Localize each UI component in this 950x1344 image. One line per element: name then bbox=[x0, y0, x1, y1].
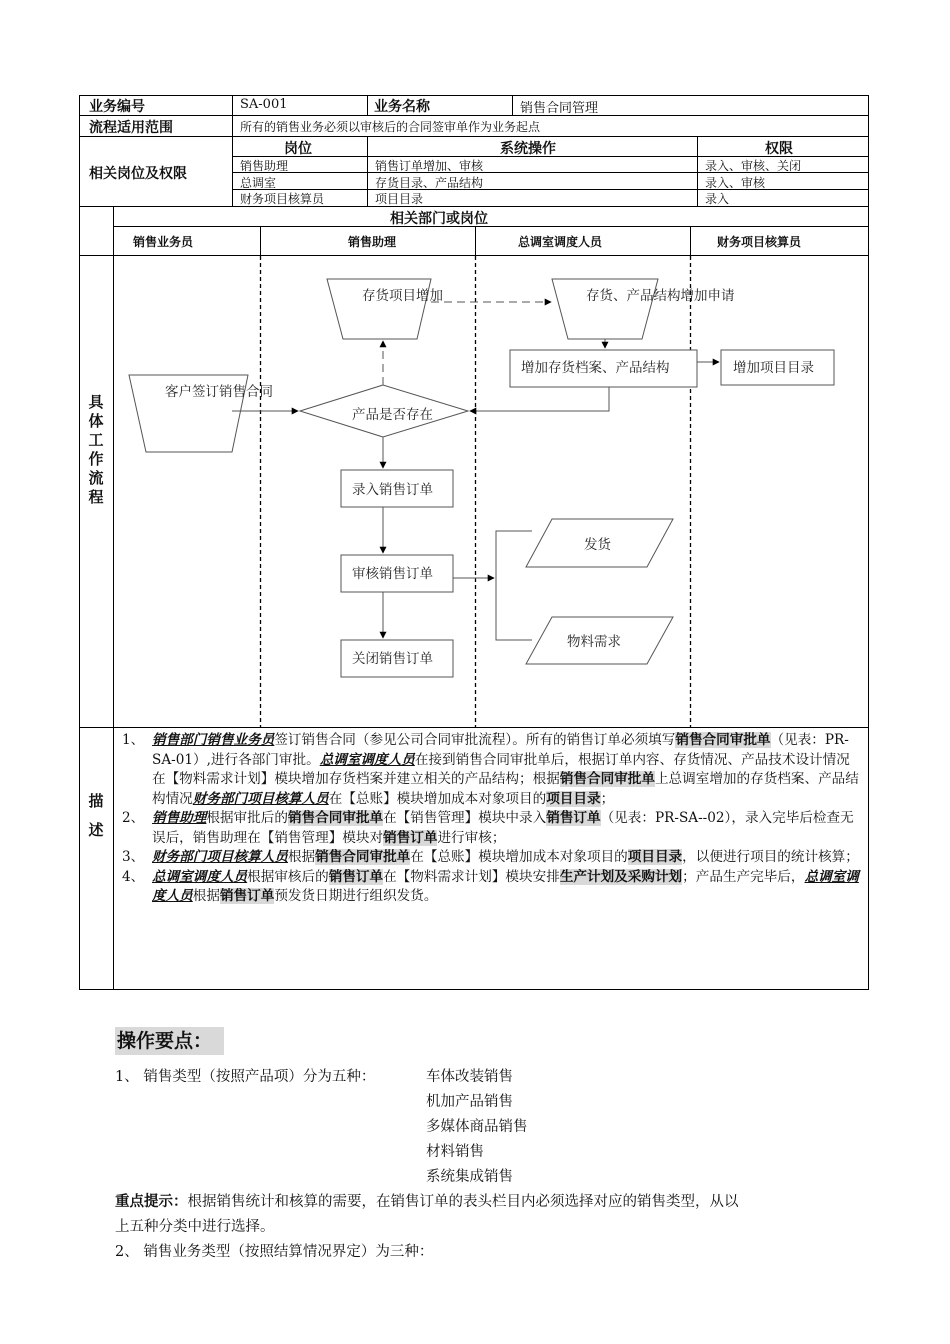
description-list bbox=[114, 731, 862, 907]
description-item bbox=[114, 868, 862, 907]
lane-header: 总调室调度人员 bbox=[518, 235, 603, 249]
desc-side-label-2: 述 bbox=[88, 821, 104, 839]
col-post: 岗位 bbox=[284, 141, 312, 157]
biz-name-value: 销售合同管理 bbox=[520, 101, 599, 116]
role-emphasis: 财务部门项目核算人员 bbox=[152, 849, 288, 865]
document-emphasis: 销售订单 bbox=[328, 868, 384, 885]
tip-label: 重点提示： bbox=[115, 1194, 188, 1210]
tip-text: 根据销售统计和核算的需要，在销售订单的表头栏目内必须选择对应的销售类型，从以 bbox=[187, 1194, 739, 1210]
node-close-order: 关闭销售订单 bbox=[352, 651, 433, 667]
description-item bbox=[114, 731, 862, 809]
node-enter-order: 录入销售订单 bbox=[352, 482, 433, 498]
role-perm: 录入 bbox=[705, 192, 730, 206]
document-emphasis: 项目目录 bbox=[627, 849, 683, 865]
description-text: 预发货日期进行组织发货。 bbox=[274, 888, 438, 904]
description-text: （见表：PR-SA--02），录入完毕后检查无误后，销售助理在【销售管理】模块对 bbox=[152, 810, 854, 846]
document-emphasis: 生产计划及采购计划 bbox=[559, 868, 683, 885]
description-item bbox=[114, 848, 862, 868]
description-text: 在接到销售合同审批单后，根据订单内容、存货情况、产品技术设计情况在【物料需求计划】模块增加存货档案并建立相关的产品结构；根据 bbox=[152, 751, 850, 787]
description-text: 签订销售合同（参见公司合同审批流程）。所有的销售订单必须填写 bbox=[274, 732, 676, 748]
description-text: 根据审批后的 bbox=[206, 810, 288, 826]
role-emphasis: 销售助理 bbox=[152, 810, 207, 826]
role-post: 财务项目核算员 bbox=[240, 192, 325, 206]
description-text: ；产品生产完毕后， bbox=[682, 868, 805, 885]
document-emphasis: 销售合同审批单 bbox=[315, 849, 411, 865]
lane-header: 销售业务员 bbox=[133, 235, 194, 249]
sales-type: 车体改装销售 bbox=[426, 1069, 513, 1085]
role-ops: 存货目录、产品结构 bbox=[375, 176, 484, 190]
document-emphasis: 项目目录 bbox=[546, 790, 601, 807]
sales-type: 系统集成销售 bbox=[426, 1169, 513, 1185]
description-text: ； bbox=[600, 790, 615, 807]
scope-label: 流程适用范围 bbox=[89, 120, 173, 136]
item-number: 2、 bbox=[122, 810, 145, 826]
biz-no-label: 业务编号 bbox=[89, 99, 145, 115]
document-emphasis: 销售合同审批单 bbox=[287, 810, 384, 826]
role-emphasis: 总调室调度人员 bbox=[152, 868, 859, 904]
flow-side-label: 具 体 工 作 流 程 bbox=[88, 393, 104, 506]
description-text: 根据审核后的 bbox=[247, 868, 329, 885]
document-emphasis: 销售订单 bbox=[219, 888, 275, 904]
scope-value: 所有的销售业务必须以审核后的合同签审单作为业务起点 bbox=[240, 120, 541, 134]
node-customer-contract: 客户签订销售合同 bbox=[165, 384, 273, 400]
tip-line-1 bbox=[115, 1190, 739, 1215]
node-add-inventory-item: 存货项目增加 bbox=[362, 288, 443, 304]
sales-type: 多媒体商品销售 bbox=[426, 1119, 528, 1135]
sales-type: 材料销售 bbox=[426, 1144, 484, 1160]
document-emphasis: 销售订单 bbox=[546, 810, 601, 826]
description-text: 进行审核； bbox=[437, 829, 506, 846]
dept-title: 相关部门或岗位 bbox=[390, 211, 488, 227]
col-perm: 权限 bbox=[765, 141, 793, 157]
role-post: 销售助理 bbox=[240, 159, 289, 173]
ops-item-2: 2、 销售业务类型（按照结算情况界定）为三种： bbox=[115, 1244, 434, 1260]
role-ops: 销售订单增加、审核 bbox=[375, 159, 484, 173]
description-text: 在【总账】模块增加成本对象项目的 bbox=[328, 790, 547, 807]
lane-header: 销售助理 bbox=[348, 235, 397, 249]
node-add-archive: 增加存货档案、产品结构 bbox=[521, 360, 670, 376]
role-perm: 录入、审核、关闭 bbox=[705, 159, 802, 173]
description-item bbox=[114, 809, 862, 848]
description-text: 在【销售管理】模块中录入 bbox=[383, 810, 547, 826]
node-add-project: 增加项目目录 bbox=[733, 360, 814, 376]
roles-label: 相关岗位及权限 bbox=[89, 166, 187, 182]
role-perm: 录入、审核 bbox=[705, 176, 766, 190]
item-number: 3、 bbox=[122, 849, 145, 865]
description-text: 根据 bbox=[192, 888, 220, 904]
ops-item-1: 1、 销售类型（按照产品项）分为五种： bbox=[115, 1069, 376, 1085]
biz-name-label: 业务名称 bbox=[374, 99, 430, 115]
role-ops: 项目目录 bbox=[375, 192, 424, 206]
tip-line-2: 上五种分类中进行选择。 bbox=[115, 1219, 275, 1235]
role-emphasis: 销售部门销售业务员 bbox=[152, 732, 275, 748]
item-number: 1、 bbox=[122, 732, 145, 748]
role-post: 总调室 bbox=[240, 176, 277, 190]
ops-title: 操作要点： bbox=[115, 1027, 224, 1055]
description-text: ，以便进行项目的统计核算； bbox=[682, 849, 859, 865]
description-text: 上总调室增加的存货档案、产品结构情况 bbox=[152, 771, 859, 807]
node-ship: 发货 bbox=[584, 537, 611, 553]
lane-header: 财务项目核算员 bbox=[717, 235, 802, 249]
document-emphasis: 销售合同审批单 bbox=[559, 771, 655, 787]
node-inventory-request: 存货、产品结构增加申请 bbox=[586, 288, 735, 304]
role-emphasis: 总调室调度人员 bbox=[152, 868, 248, 885]
description-text: 在【总账】模块增加成本对象项目的 bbox=[410, 849, 628, 865]
col-ops: 系统操作 bbox=[500, 141, 556, 157]
node-product-exists: 产品是否存在 bbox=[352, 407, 433, 423]
role-emphasis: 总调室调度人员 bbox=[319, 751, 415, 768]
role-emphasis: 财务部门项目核算人员 bbox=[192, 790, 329, 807]
document-emphasis: 销售订单 bbox=[383, 829, 438, 846]
node-material-demand: 物料需求 bbox=[567, 634, 621, 650]
document-emphasis: 销售合同审批单 bbox=[675, 732, 771, 748]
item-number: 4、 bbox=[122, 868, 145, 885]
biz-no-value: SA-001 bbox=[240, 97, 288, 112]
description-text: 根据 bbox=[287, 849, 316, 865]
sales-type: 机加产品销售 bbox=[426, 1094, 513, 1110]
desc-side-label-1: 描 bbox=[88, 792, 104, 810]
description-text: 在【物料需求计划】模块安排 bbox=[383, 868, 560, 885]
description-text: （见表：PR-SA-01）,进行各部门审批。 bbox=[152, 732, 849, 768]
node-review-order: 审核销售订单 bbox=[352, 566, 433, 582]
